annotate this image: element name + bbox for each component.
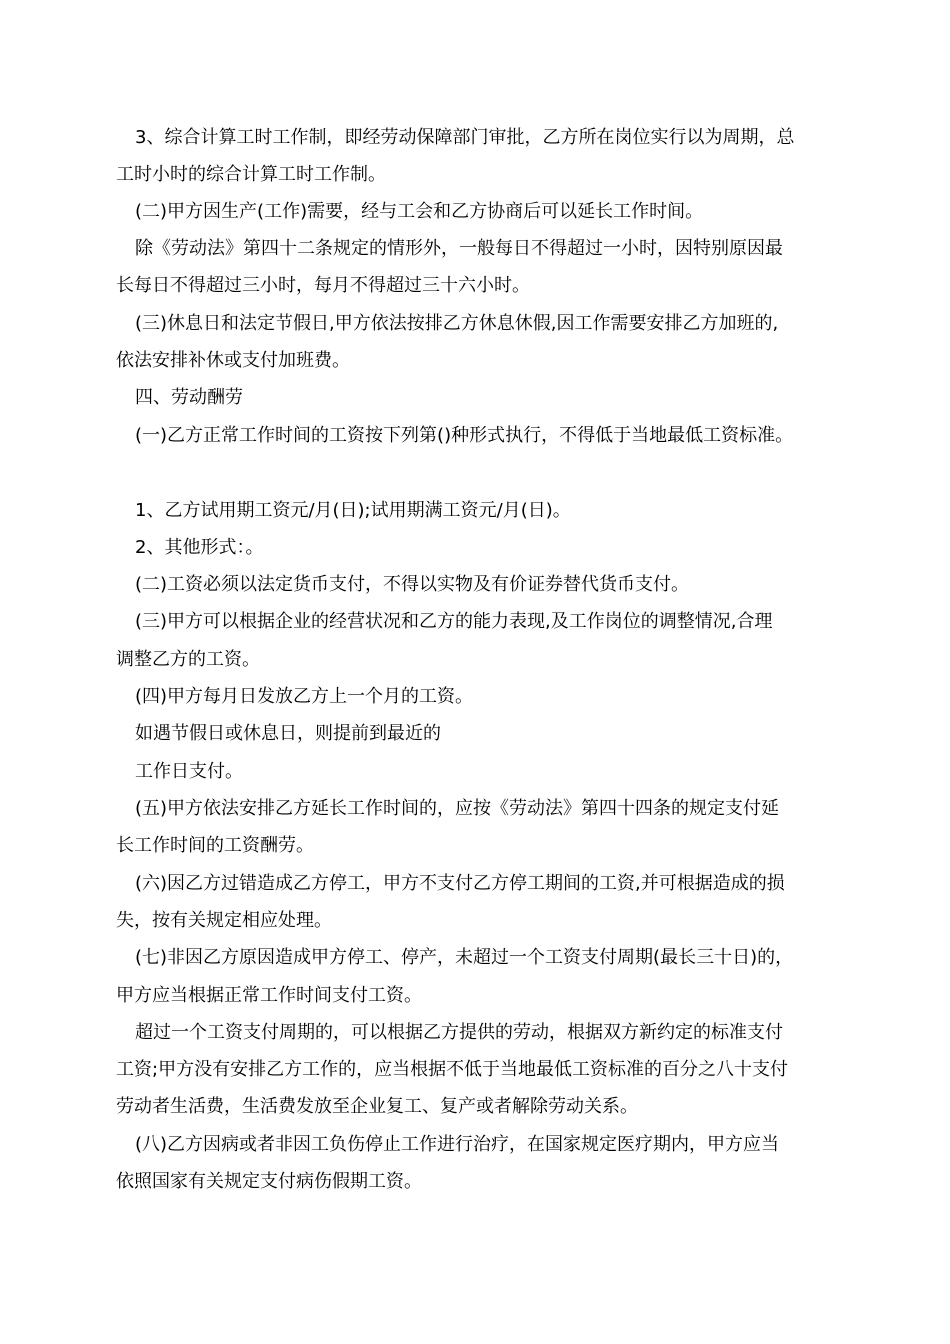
paragraph-line: 2、其他形式：。: [135, 537, 264, 558]
paragraph-line: 甲方应当根据正常工作时间支付工资。: [116, 985, 422, 1006]
paragraph-line: 工作日支付。: [135, 761, 243, 782]
paragraph-line: 长每日不得超过三小时，每月不得超过三十六小时。: [116, 275, 530, 296]
paragraph-line: 超过一个工资支付周期的，可以根据乙方提供的劳动，根据双方新约定的标准支付: [135, 1022, 783, 1043]
paragraph-line: 依法安排补休或支付加班费。: [116, 350, 350, 371]
paragraph-line: (五)甲方依法安排乙方延长工作时间的，应按《劳动法》第四十四条的规定支付延: [135, 798, 780, 819]
paragraph-line: (三)休息日和法定节假日,甲方依法按排乙方休息休假,因工作需要安排乙方加班的,: [135, 313, 779, 334]
paragraph-line: 工时小时的综合计算工时工作制。: [116, 164, 386, 185]
paragraph-line: 长工作时间的工资酬劳。: [116, 835, 314, 856]
paragraph-line: 工资;甲方没有安排乙方工作的，应当根据不低于当地最低工资标准的百分之八十支付: [116, 1059, 789, 1080]
paragraph-line: 调整乙方的工资。: [116, 649, 260, 670]
section-heading: 四、劳动酬劳: [135, 387, 243, 408]
paragraph-line: (一)乙方正常工作时间的工资按下列第()种形式执行，不得低于当地最低工资标准。: [135, 425, 794, 446]
paragraph-line: 1、乙方试用期工资元/月(日);试用期满工资元/月(日)。: [135, 500, 571, 521]
paragraph-line: 3、综合计算工时工作制，即经劳动保障部门审批，乙方所在岗位实行以为周期，总: [135, 127, 795, 148]
paragraph-line: 如遇节假日或休息日，则提前到最近的: [135, 723, 441, 744]
paragraph-line: 依照国家有关规定支付病伤假期工资。: [116, 1171, 422, 1192]
paragraph-line: (二)甲方因生产(工作)需要，经与工会和乙方协商后可以延长工作时间。: [135, 201, 704, 222]
paragraph-line: (六)因乙方过错造成乙方停工，甲方不支付乙方停工期间的工资,并可根据造成的损: [135, 873, 785, 894]
paragraph-line: (四)甲方每月日发放乙方上一个月的工资。: [135, 686, 474, 707]
paragraph-line: (八)乙方因病或者非因工负伤停止工作进行治疗，在国家规定医疗期内，甲方应当: [135, 1134, 780, 1155]
paragraph-line: 除《劳动法》第四十二条规定的情形外，一般每日不得超过一小时，因特别原因最: [135, 238, 783, 259]
paragraph-line: 劳动者生活费，生活费发放至企业复工、复产或者解除劳动关系。: [116, 1096, 638, 1117]
paragraph-line: (三)甲方可以根据企业的经营状况和乙方的能力表现,及工作岗位的调整情况,合理: [135, 611, 773, 632]
paragraph-line: (二)工资必须以法定货币支付，不得以实物及有价证券替代货币支付。: [135, 574, 690, 595]
paragraph-line: 失，按有关规定相应处理。: [116, 910, 332, 931]
paragraph-line: (七)非因乙方原因造成甲方停工、停产，未超过一个工资支付周期(最长三十日)的，: [135, 947, 794, 968]
